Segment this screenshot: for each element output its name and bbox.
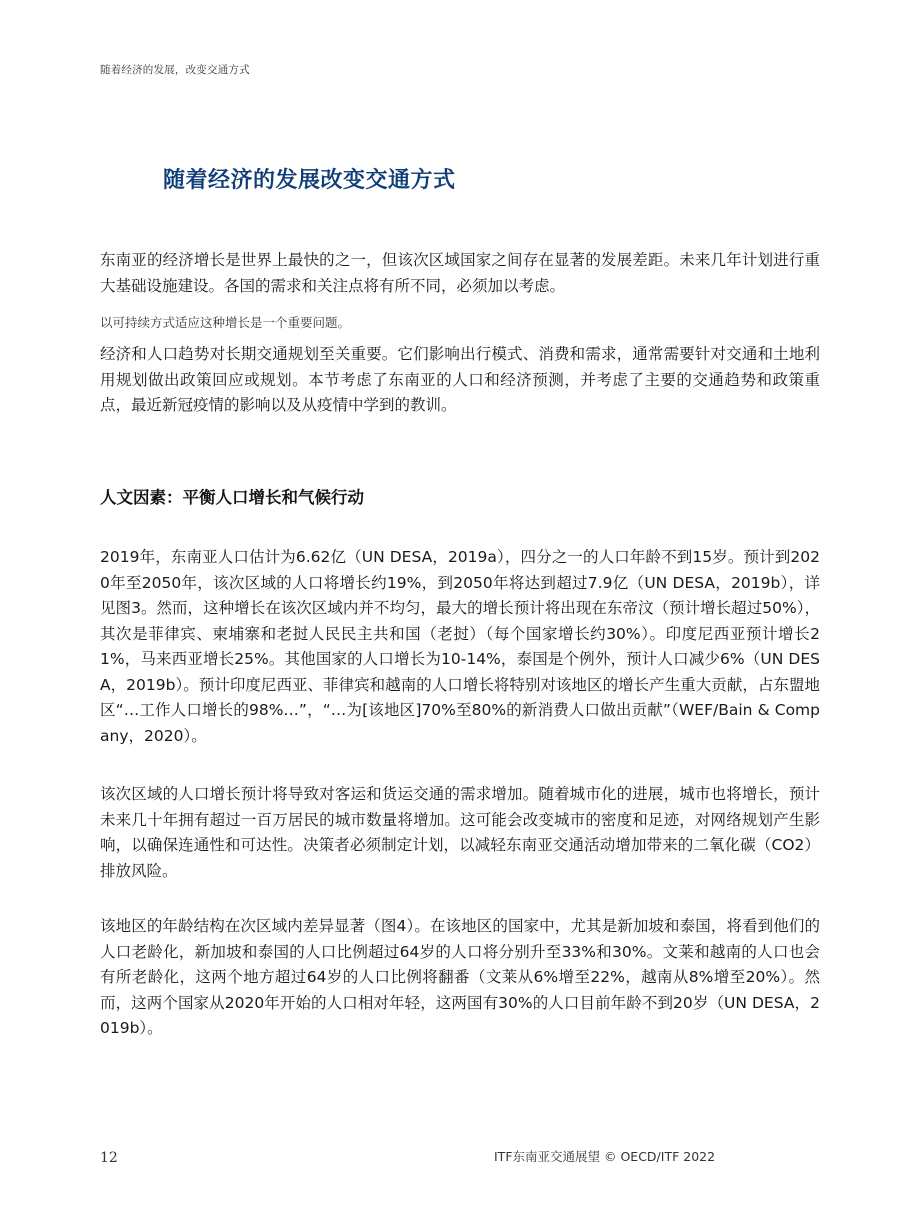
section-paragraph-1: 2019年，东南亚人口估计为6.62亿（UN DESA，2019a），四分之一的人口年龄不到15岁。预计到2020年至2050年，该次区域的人口将增长约19%，到2050年将达到超过7.9亿（UN DESA，2019b），详见图3。然而，这种增长在该次区域内并不均匀，最大的增长预计将出现在东帝汶（预计增长超过50%），其次是菲律宾、柬埔寨和老挝人民民主共和国（老挝）（每个国家增长约30%）。印度尼西亚预计增长21%，马来西亚增长25%。其他国家的人口增长为10-14%，泰国是个例外，预计人口减少6%（UN DESA，2019b）。预计印度尼西亚、菲律宾和越南的人口增长将特别对该地区的增长产生重大贡献，占东盟地区“…工作人口增长的98%…”，“…为[该地区]70%至80%的新消费人口做出贡献”（WEF/Bain & Company，2020）。 bbox=[100, 548, 820, 745]
intro-paragraph-1: 东南亚的经济增长是世界上最快的之一，但该次区域国家之间存在显著的发展差距。未来几年计划进行重大基础设施建设。各国的需求和关注点将有所不同，必须加以考虑。 bbox=[100, 251, 820, 295]
page-title: 随着经济的发展改变交通方式 bbox=[163, 168, 456, 193]
intro-small-line: 以可持续方式适应这种增长是一个重要问题。 bbox=[100, 315, 351, 330]
footer-publication: ITF东南亚交通展望 © OECD/ITF 2022 bbox=[494, 1149, 716, 1164]
section-paragraph-3: 该地区的年龄结构在次区域内差异显著（图4）。在该地区的国家中，尤其是新加坡和泰国，将看到他们的人口老龄化，新加坡和泰国的人口比例超过64岁的人口将分别升至33%和30%。文莱和越南的人口也会有所老龄化，这两个地方超过64岁的人口比例将翻番（文莱从6%增至22%，越南从8%增至20%）。然而，这两个国家从2020年开始的人口相对年轻，这两国有30%的人口目前年龄不到20岁（UN DESA，2019b）。 bbox=[100, 917, 820, 1037]
page-number: 12 bbox=[100, 1150, 118, 1166]
section-heading: 人文因素：平衡人口增长和气候行动 bbox=[100, 488, 364, 507]
running-header: 随着经济的发展，改变交通方式 bbox=[100, 64, 250, 76]
intro-paragraph-2: 经济和人口趋势对长期交通规划至关重要。它们影响出行模式、消费和需求，通常需要针对交通和土地利用规划做出政策回应或规划。本节考虑了东南亚的人口和经济预测，并考虑了主要的交通趋势和政策重点，最近新冠疫情的影响以及从疫情中学到的教训。 bbox=[100, 345, 820, 414]
section-paragraph-2: 该次区域的人口增长预计将导致对客运和货运交通的需求增加。随着城市化的进展，城市也将增长，预计未来几十年拥有超过一百万居民的城市数量将增加。这可能会改变城市的密度和足迹，对网络规划产生影响，以确保连通性和可达性。决策者必须制定计划，以减轻东南亚交通活动增加带来的二氧化碳（CO2）排放风险。 bbox=[100, 785, 820, 880]
